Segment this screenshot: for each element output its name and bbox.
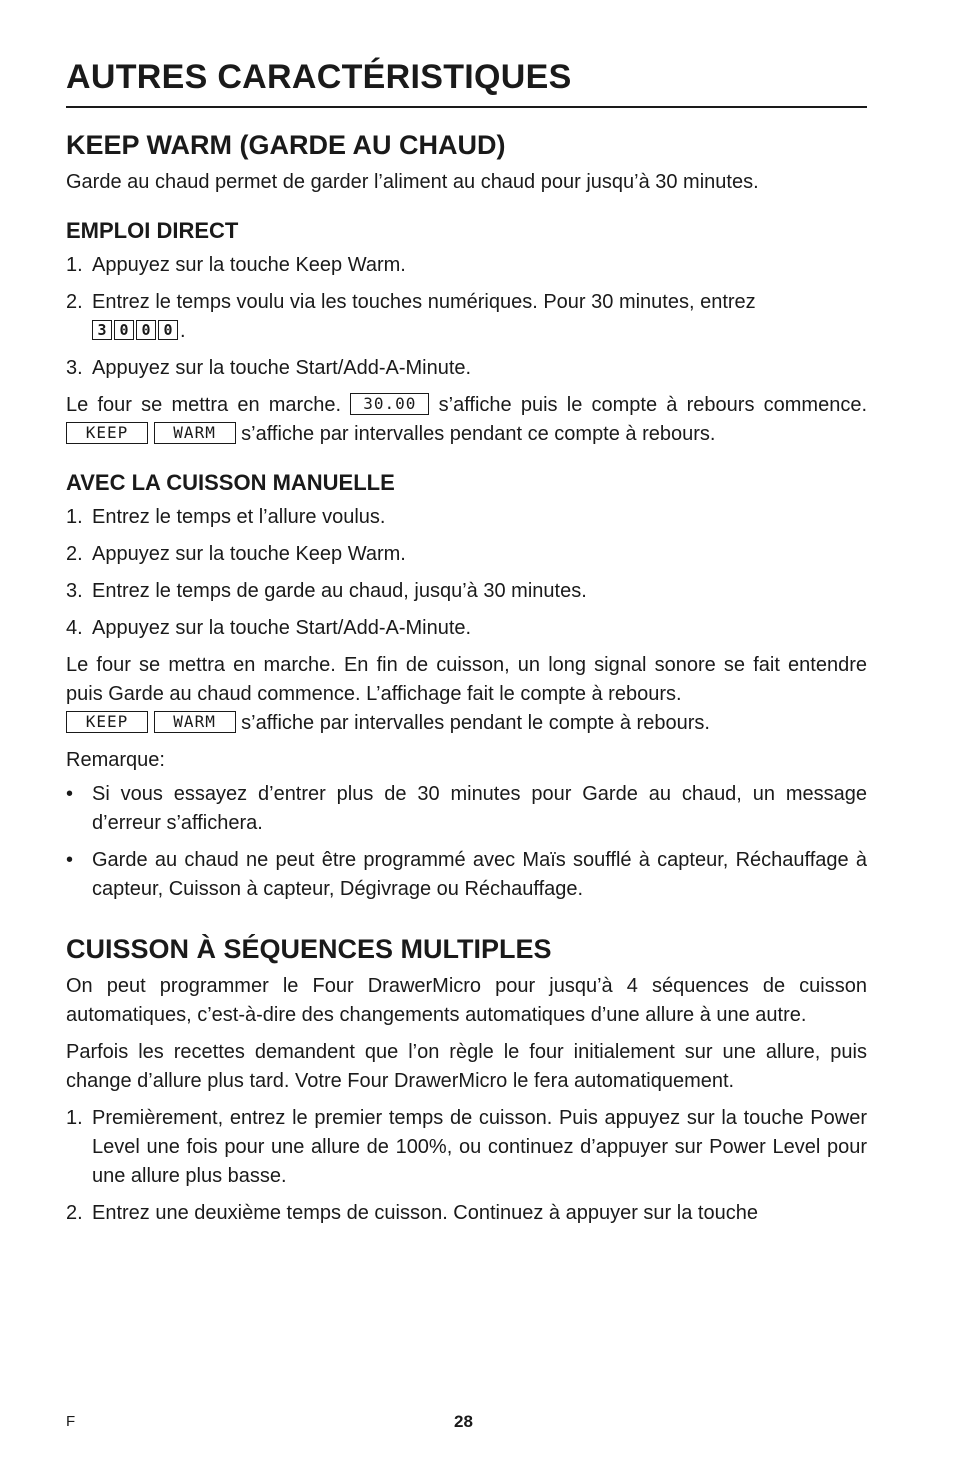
page-content (66, 56, 867, 1236)
keep-warm-intro: Garde au chaud permet de garder l’aliment au chaud pour jusqu’à 30 minutes. (66, 171, 759, 193)
step-number: 2. (66, 1202, 83, 1224)
bullet-text: Si vous essayez d’entrer plus de 30 minutes pour Garde au chaud, un message d’erreur s’affichera. (92, 783, 867, 834)
page-number: 28 (454, 1412, 473, 1431)
paragraph-text: s’affiche par intervalles pendant ce compte à rebours. (241, 423, 716, 445)
remark-bullets (66, 780, 867, 904)
step-number: 2. (66, 291, 83, 313)
paragraph-text: Le four se mettra en marche. (66, 394, 342, 416)
list-item (66, 503, 867, 532)
multi-sequence-paragraph-1: On peut programmer le Four DrawerMicro pour jusqu’à 4 séquences de cuisson automatiques, c’est-à-dire des changements automatiques d’une allure à une autre. (66, 975, 867, 1026)
list-item (66, 577, 867, 606)
step-number: 2. (66, 543, 83, 565)
list-item (66, 1104, 867, 1191)
direct-use-heading: EMPLOI DIRECT (66, 218, 239, 243)
manual-cooking-steps (66, 503, 867, 643)
step-text: Entrez le temps voulu via les touches numériques. Pour 30 minutes, entrez (92, 291, 756, 313)
step-text: Appuyez sur la touche Start/Add-A-Minute. (92, 357, 472, 379)
list-item (66, 288, 867, 346)
step-number: 3. (66, 580, 83, 602)
display-time-readout: 30.00 (350, 393, 429, 415)
multi-sequence-steps (66, 1104, 867, 1228)
display-keep-readout: KEEP (66, 711, 148, 733)
step-number: 4. (66, 617, 83, 639)
remark-label: Remarque: (66, 749, 165, 771)
list-item (66, 251, 867, 280)
step-number: 1. (66, 254, 83, 276)
step-text: Premièrement, entrez le premier temps de cuisson. Puis appuyez sur la touche Power Level une fois pour une allure de 100%, ou continuez d’appuyer sur Power Level pour une allure plus basse. (92, 1107, 867, 1187)
paragraph-text: Le four se mettra en marche. En fin de cuisson, un long signal sonore se fait entendre puis Garde au chaud commence. L’affichage fait le compte à rebours. (66, 654, 867, 705)
list-item (66, 354, 867, 383)
step-number: 3. (66, 357, 83, 379)
step-text: Entrez le temps de garde au chaud, jusqu’à 30 minutes. (92, 580, 587, 602)
list-item (66, 780, 867, 838)
bullet-text: Garde au chaud ne peut être programmé avec Maïs soufflé à capteur, Réchauffage à capteur, Cuisson à capteur, Dégivrage ou Réchauffage. (92, 849, 867, 900)
direct-use-paragraph (66, 391, 867, 449)
bullet-icon: • (66, 783, 74, 805)
manual-cooking-paragraph (66, 651, 867, 738)
step-text: Entrez une deuxième temps de cuisson. Continuez à appuyer sur la touche (92, 1202, 758, 1224)
step-text: Appuyez sur la touche Start/Add-A-Minute. (92, 617, 472, 639)
list-item (66, 540, 867, 569)
step-text: Entrez le temps et l’allure voulus. (92, 506, 386, 528)
step-number: 1. (66, 1107, 83, 1129)
list-item (66, 614, 867, 643)
step-text-with-keys (92, 288, 867, 346)
step-text: Appuyez sur la touche Keep Warm. (92, 543, 406, 565)
list-item (66, 1199, 867, 1228)
key-0-icon: 0 (114, 320, 134, 340)
manual-cooking-heading: AVEC LA CUISSON MANUELLE (66, 470, 395, 495)
key-3-icon: 3 (92, 320, 112, 340)
step-number: 1. (66, 506, 83, 528)
multi-sequence-heading: CUISSON À SÉQUENCES MULTIPLES (66, 934, 552, 964)
paragraph-text: s’affiche par intervalles pendant le compte à rebours. (241, 712, 710, 734)
page-title: AUTRES CARACTÉRISTIQUES (66, 56, 867, 108)
step-end: . (180, 320, 186, 342)
display-warm-readout: WARM (154, 422, 236, 444)
keep-warm-heading: KEEP WARM (GARDE AU CHAUD) (66, 130, 506, 160)
list-item (66, 846, 867, 904)
bullet-icon: • (66, 849, 74, 871)
key-0-icon: 0 (158, 320, 178, 340)
multi-sequence-paragraph-2: Parfois les recettes demandent que l’on règle le four initialement sur une allure, puis change d’allure plus tard. Votre Four DrawerMicro le fera automatiquement. (66, 1041, 867, 1092)
display-warm-readout: WARM (154, 711, 236, 733)
display-keep-readout: KEEP (66, 422, 148, 444)
direct-use-steps (66, 251, 867, 383)
paragraph-text: s’affiche puis le compte à rebours commence. (438, 394, 868, 416)
step-text: Appuyez sur la touche Keep Warm. (92, 254, 406, 276)
footer-language: F (66, 1413, 76, 1430)
key-0-icon: 0 (136, 320, 156, 340)
